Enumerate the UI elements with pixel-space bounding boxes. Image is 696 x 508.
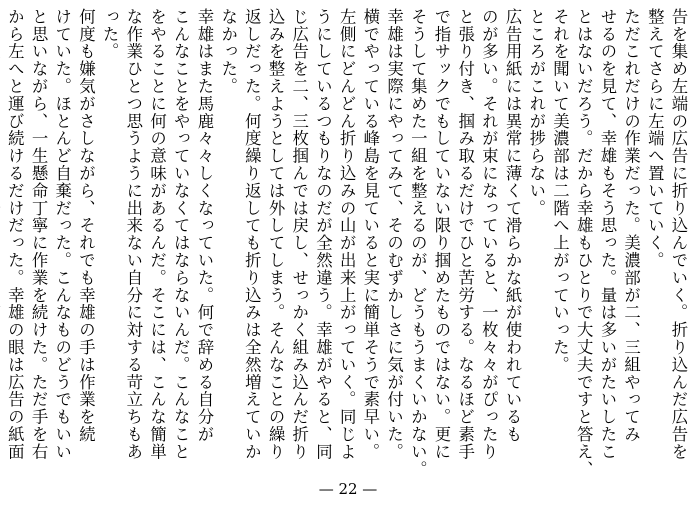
text-column: から左へと運び続けるだけだった。幸雄の眼は広告の紙面 — [5, 8, 25, 461]
text-column: と張り付き、掴み取るだけでひと苦労する。なるほど素手 — [455, 8, 475, 461]
text-column: うにしているつもりなのだが全然違う。幸雄がやると、同 — [313, 8, 333, 461]
text-column: 幸雄はまた馬鹿々々しくなっていた。何で辞める自分が — [194, 8, 214, 443]
text-column: のが多い。それが束になっていると、一枚々々がぴったり — [479, 8, 499, 461]
text-column: 整えてさらに左端へ置いていく。 — [645, 8, 665, 269]
text-column: とはないだろう。だから幸雄もひとりで大丈夫ですと答え、 — [574, 8, 594, 478]
text-column: 返しだった。何度繰り返しても折り込みは全然増えていか — [242, 8, 262, 461]
text-column: 幸雄は実際にやってみて、そのむずかしさに気が付いた。 — [384, 8, 404, 461]
page-number: — 22 — — [318, 480, 378, 498]
text-column: なかった。 — [218, 8, 238, 95]
text-column: な作業ひとつ思うように出来ない自分に対する苛立ちもあ — [123, 8, 143, 461]
text-column: 左側にどんどん折り込みの山が出来上がっていく。同じよ — [337, 8, 357, 461]
text-column: と思いながら、一生懸命丁寧に作業を続けた。ただ手を右 — [29, 8, 49, 461]
text-column: 何度も嫌気がさしながら、それでも幸雄の手は作業を続 — [76, 8, 96, 443]
body-text — [5, 8, 690, 478]
text-column: 告を集め左端の広告に折り込んでいく。折り込んだ広告を — [669, 8, 688, 461]
text-column: こんなことをやっていなくてはならないんだ。こんなこと — [171, 8, 191, 461]
text-column: で指サックでもしていない限り掴めたものではない。更に — [431, 8, 451, 461]
text-column: じ広告を二、三枚掴んでは戻し、せっかく組み込んだ折り — [289, 8, 309, 461]
text-column: った。 — [100, 8, 120, 61]
text-column — [0, 8, 3, 464]
text-column: をやることに何の意味があるんだ。そこには、こんな簡単 — [147, 8, 167, 461]
text-column: けていた。ほとんど自棄だった。こんなものどうでもいい — [52, 8, 72, 461]
text-column: ただこれだけの作業だった。美濃部が二、三組やってみ — [621, 8, 641, 443]
text-column: せるのを見て、幸雄もそう思った。量は多いがたいしたこ — [597, 8, 617, 461]
text-column: 込みを整えようとしては外してしまう。そんなことの繰り — [266, 8, 286, 461]
text-column: ところがこれが捗らない。 — [526, 8, 546, 217]
text-column: 広告用紙には異常に薄くて滑らかな紙が使われているも — [503, 8, 523, 443]
text-column: 横でやっている峰島を見ていると実に簡単そうで素早い。 — [360, 8, 380, 461]
text-column: それを聞いて美濃部は二階へ上がっていった。 — [550, 8, 570, 374]
text-column: そうして集めた一組を整えるのが、どうもうまくいかない。 — [408, 8, 428, 478]
